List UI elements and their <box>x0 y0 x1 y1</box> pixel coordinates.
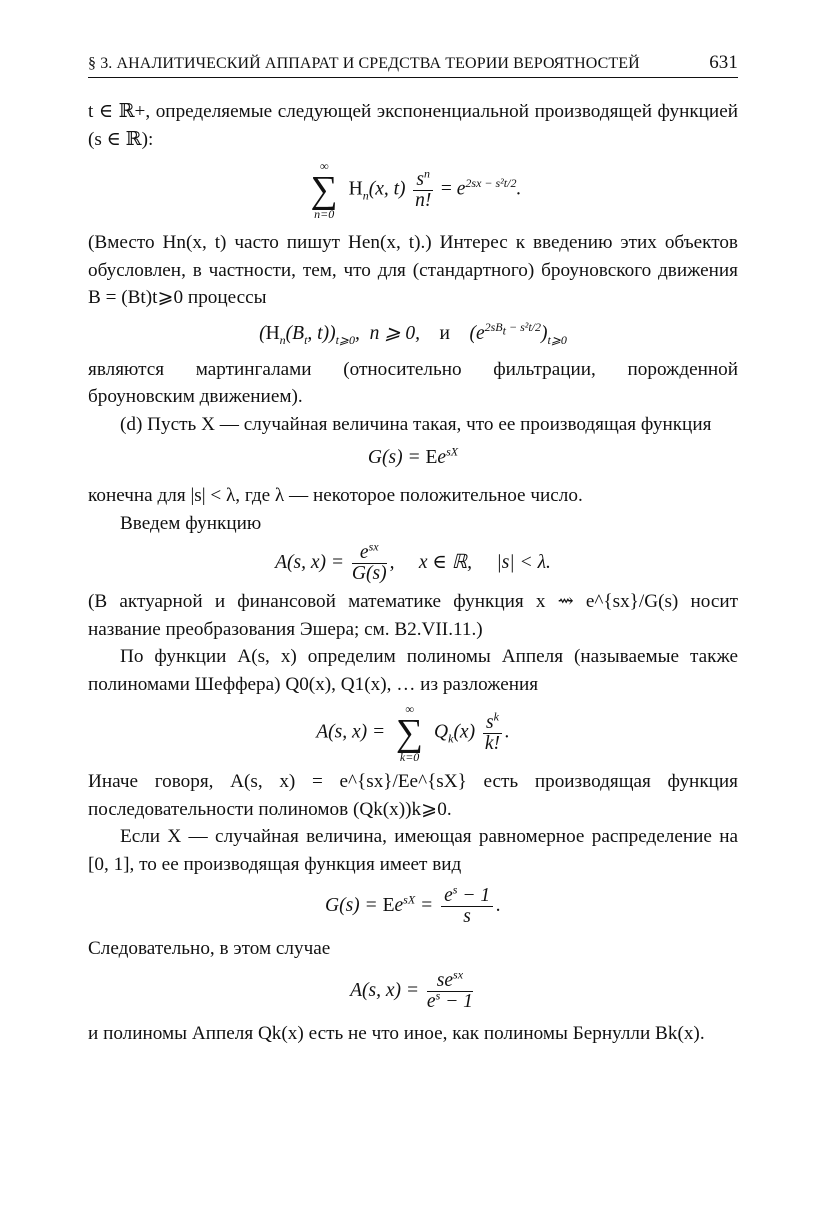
paragraph-5: конечна для |s| < λ, где λ — некоторое положительное число. <box>88 485 583 506</box>
page-number: 631 <box>709 52 738 73</box>
equation-a-definition: A(s, x) = $\frac{e^{sx}}{G(s)}$ , x ∈ ℝ, |s| < λ. <box>275 539 551 584</box>
header-title: § 3. АНАЛИТИЧЕСКИЙ АППАРАТ И СРЕДСТВА ТЕОРИИ ВЕРОЯТНОСТЕЙ <box>88 55 640 72</box>
paragraph-8: По функции A(s, x) определим полиномы Аппеля (называемые также полиномами Шеффера) Q0(x), Q1(x), … из разложения <box>88 646 738 695</box>
equation-hermite-generating: ∞ ∑ n=0 $H_n(x$, t) $\frac{s^n}{n!}$ = $e^{2sx - s^2t/2}$. <box>310 159 522 221</box>
paragraph-6: Введем функцию <box>120 512 262 534</box>
paragraph-3: являются мартингалами (относительно фильтрации, порожденной броуновским движением). <box>88 358 738 407</box>
equation-uniform-g: $G(s) = Ee^{sX}$ = $\frac{e^s - 1}{s}$ . <box>325 882 501 927</box>
equation-g-definition: $G(s) = Ee^{sX}$ <box>367 444 459 468</box>
paragraph-9: Иначе говоря, A(s, x) = e^{sx}/Ee^{sX} есть производящая функция последовательности полиномов (Qk(x))k⩾0. <box>88 771 738 820</box>
page <box>88 52 738 1047</box>
paragraph-7: (В актуарной и финансовой математике функция x ⇝ e^{sx}/G(s) носит название преобразования Эшера; см. B2.VII.11.) <box>88 591 738 640</box>
paragraph-10: Если X — случайная величина, имеющая равномерное распределение на [0, 1], то ее производящая функция имеет вид <box>88 826 738 875</box>
paragraph-11: Следовательно, в этом случае <box>88 938 331 959</box>
equation-bernoulli-a: A(s, x) = $\frac{se^{sx}}{e^s - 1}$ <box>350 967 473 1012</box>
paragraph-4: (d) Пусть X — случайная величина такая, что ее производящая функция <box>120 413 712 435</box>
equation-martingales: ($H_n(B_t$, $t))_{t⩾0}$, n ⩾ 0, и $(e^{2sB_t - s^2t/2})_{t⩾0}$ <box>259 320 567 347</box>
equation-appell-expansion: A(s, x) = ∞ ∑ k=0 $Q_k(x)$ $\frac{s^k}{k!}$ . <box>316 702 510 764</box>
paragraph-2: (Вместо Hn(x, t) часто пишут Hen(x, t).) Интерес к введению этих объектов обусловлен, в частности, тем, что для (стандартного) броуновского движения B = (Bt)t⩾0 процессы <box>88 232 738 308</box>
running-header <box>88 52 738 78</box>
paragraph-12: и полиномы Аппеля Qk(x) есть не что иное, как полиномы Бернулли Bk(x). <box>88 1022 705 1044</box>
paragraph-1: t ∈ ℝ+, определяемые следующей экспоненциальной производящей функцией (s ∈ ℝ): <box>88 101 738 150</box>
